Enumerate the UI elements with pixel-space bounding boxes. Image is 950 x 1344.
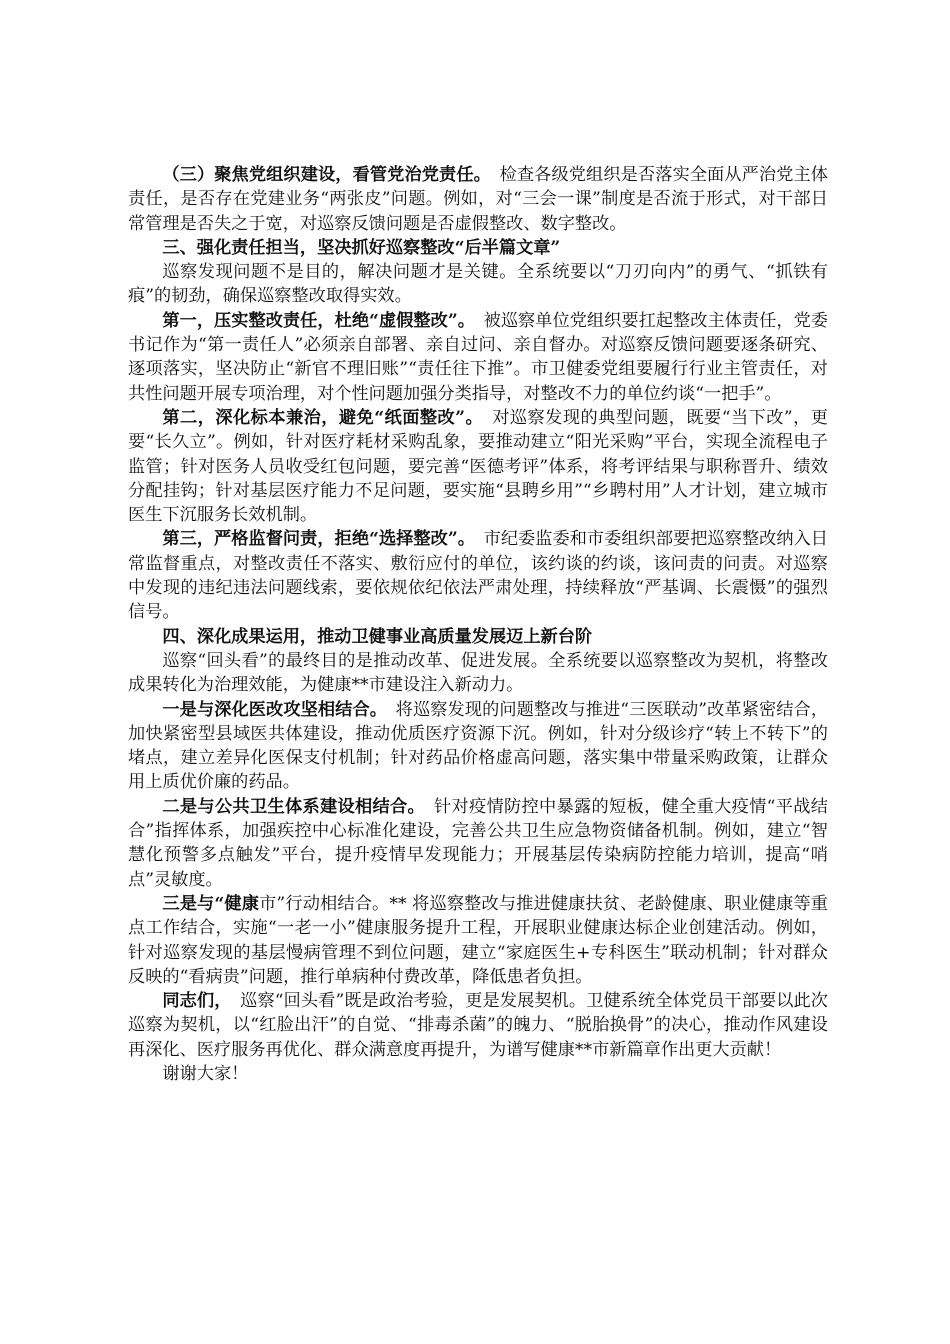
paragraph-rectification-intro (128, 260, 828, 309)
paragraph-public-health (128, 795, 828, 892)
paragraph-medical-reform (128, 698, 828, 795)
paragraph-healthy-city (128, 892, 828, 989)
paragraph-lead: 二是与公共卫生体系建设相结合。 (162, 796, 417, 817)
paragraph-lead: 三是与“健康 (162, 893, 260, 914)
paragraph-lead: 第二，深化标本兼治，避免“纸面整改”。 (162, 407, 475, 428)
paragraph-text: 巡察“回头看”既是政治考验，更是发展契机。卫健系统全体党员干部要以此次巡察为契机，以“红脸出汗”的自觉、“排毒杀菌”的魄力、“脱胎换骨”的决心，推动作风建设再深化、医疗服务再优化、群众满意度再提升，为谱写健康**市新篇章作出更大贡献！ (128, 991, 828, 1060)
section-heading-results: 四、深化成果运用，推动卫健事业高质量发展迈上新台阶 (162, 626, 593, 647)
document-page (128, 163, 828, 1086)
paragraph-lead: 一是与深化医改攻坚相结合。 (162, 699, 379, 720)
paragraph-third (128, 527, 828, 624)
paragraph-text: 针对疫情防控中暴露的短板，健全重大疫情“平战结合”指挥体系，加强疾控中心标准化建设，完善公共卫生应急物资储备机制。例如，建立“智慧化预警多点触发”平台，提升疫情早发现能力；开展基层传染病防控能力培训，提高“哨点”灵敏度。 (128, 796, 828, 890)
paragraph-comrades (128, 989, 828, 1062)
paragraph-text: 对巡察发现的典型问题，既要“当下改”，更要“长久立”。例如，针对医疗耗材采购乱象，要推动建立“阳光采购”平台，实现全流程电子监管；针对医务人员收受红包问题，要完善“医德考评”体系，将考评结果与职称晋升、绩效分配挂钩；针对基层医疗能力不足问题，要实施“县聘乡用”“乡聘村用”人才计划，建立城市医生下沉服务长效机制。 (128, 407, 828, 526)
paragraph-lead: （三）聚焦党组织建设，看管党治党责任。 (162, 165, 483, 185)
paragraph-text: 将巡察发现的问题整改与推进“三医联动”改革紧密结合，加快紧密型县域医共体建设，推动优质医疗资源下沉。例如，针对分级诊疗“转上不转下”的堵点，建立差异化医保支付机制；针对药品价格虚高问题，落实集中带量采购政策，让群众用上质优价廉的药品。 (128, 699, 829, 793)
paragraph-text: 谢谢大家！ (162, 1063, 249, 1084)
paragraph-party-organization (128, 163, 828, 236)
paragraph-text: 被巡察单位党组织要扛起整改主体责任，党委书记作为“第一责任人”必须亲自部署、亲自过问、亲自督办。对巡察反馈问题要逐条研究、逐项落实，坚决防止“新官不理旧账”“责任往下推”。市卫健委党组要履行行业主管责任，对共性问题开展专项治理，对个性问题加强分类指导，对整改不力的单位约谈“一把手”。 (128, 310, 828, 404)
paragraph-text: 检查各级党组织是否落实全面从严治党主体责任，是否存在党建业务“两张皮”问题。例如，对“三会一课”制度是否流于形式，对干部日常管理是否失之于宽，对巡察反馈问题是否虚假整改、数字整改。 (128, 165, 828, 234)
paragraph-first (128, 309, 828, 406)
paragraph-text: 巡察“回头看”的最终目的是推动改革、促进发展。全系统要以巡察整改为契机，将整改成果转化为治理效能，为健康**市建设注入新动力。 (128, 650, 828, 696)
paragraph-lead: 第三，严格监督问责，拒绝“选择整改”。 (162, 529, 467, 550)
paragraph-thanks (128, 1062, 828, 1086)
paragraph-text: 市纪委监委和市委组织部要把巡察整改纳入日常监督重点，对整改责任不落实、敷衍应付的单位，该约谈的约谈，该问责的问责。对巡察中发现的违纪违法问题线索，要依规依纪依法严肃处理，持续释放“严基调、长震慑”的强烈信号。 (128, 529, 828, 623)
paragraph-text: 市”行动相结合。** 将巡察整改与推进健康扶贫、老龄健康、职业健康等重点工作结合，实施“一老一小”健康服务提升工程，开展职业健康达标企业创建活动。例如，针对巡察发现的基层慢病管理不到位问题，建立“家庭医生+专科医生”联动机制；针对群众反映的“看病贵”问题，推行单病种付费改革，降低患者负担。 (128, 893, 828, 987)
paragraph-results-intro (128, 649, 828, 698)
paragraph-text: 巡察发现问题不是目的，解决问题才是关键。全系统要以“刀刃向内”的勇气、“抓铁有痕”的韧劲，确保巡察整改取得实效。 (128, 262, 828, 307)
paragraph-second (128, 406, 828, 527)
paragraph-lead: 同志们， (162, 991, 223, 1012)
paragraph-lead: 第一，压实整改责任，杜绝“虚假整改”。 (162, 310, 467, 331)
section-heading-rectification: 三、强化责任担当，坚决抓好巡察整改“后半篇文章” (162, 237, 561, 258)
